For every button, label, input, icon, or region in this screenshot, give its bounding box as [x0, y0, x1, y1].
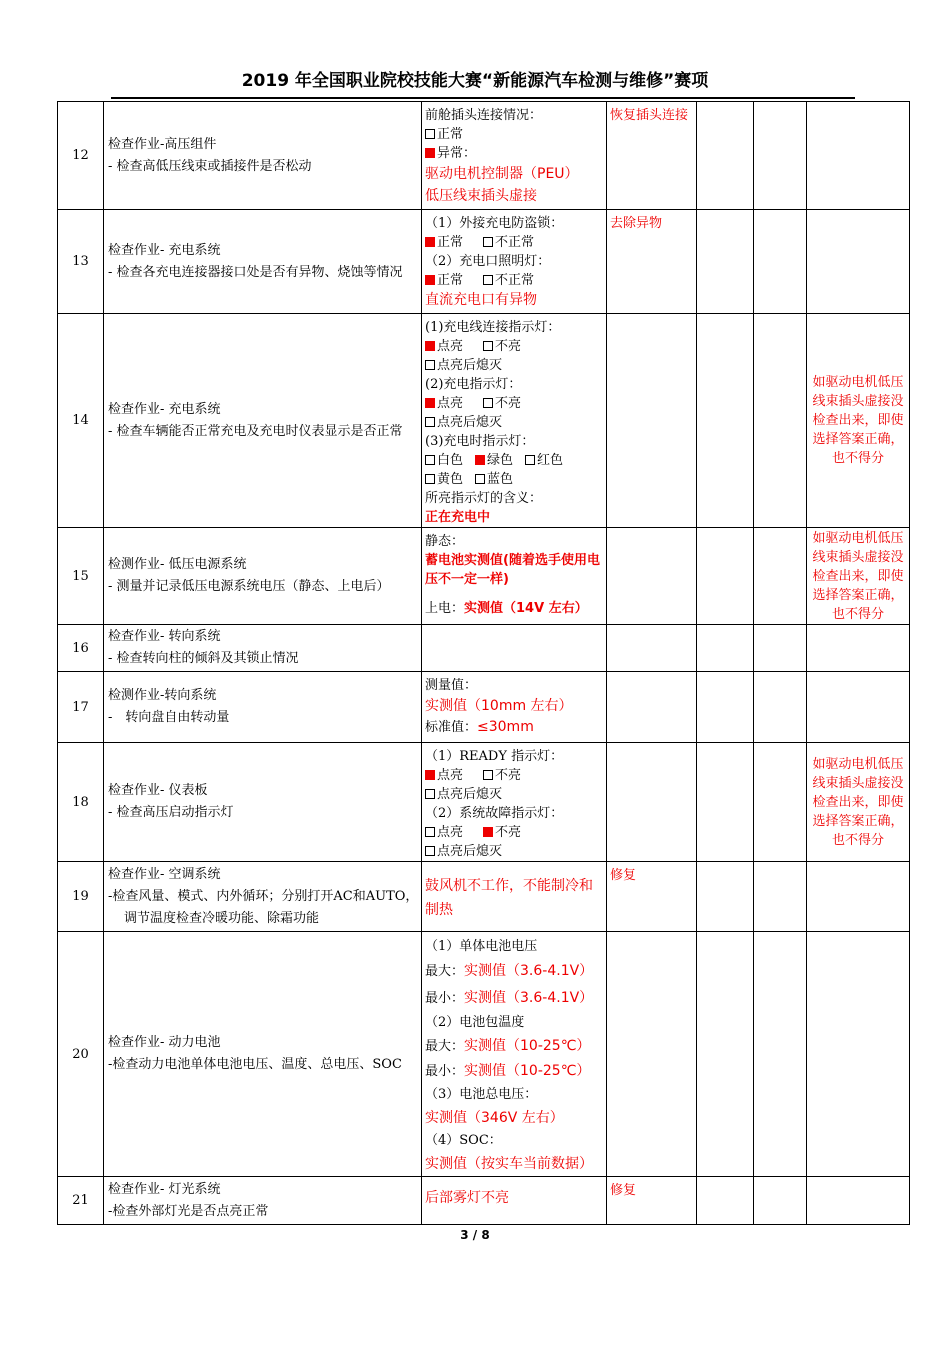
row-number: 12: [58, 102, 104, 210]
action-cell: 恢复插头连接: [607, 102, 697, 210]
item-cell: 检查作业- 动力电池 -检查动力电池单体电池电压、温度、总电压、SOC: [104, 932, 422, 1177]
empty-checkbox-icon: [483, 770, 493, 780]
item-cell: 检查作业- 充电系统 - 检查车辆能否正常充电及充电时仪表显示是否正常: [104, 314, 422, 528]
row-number: 16: [58, 625, 104, 672]
empty-checkbox-icon: [525, 455, 535, 465]
inspection-table: [57, 101, 910, 1225]
empty-checkbox-icon: [483, 275, 493, 285]
note-cell: 如驱动电机低压线束插头虚接没检查出来，即使选择答案正确，也不得分: [807, 743, 910, 862]
header-rule: [111, 97, 855, 99]
blank-cell: [754, 210, 807, 314]
item-cell: 检查作业-高压组件 - 检查高低压线束或插接件是否松动: [104, 102, 422, 210]
blank-cell: [697, 1177, 754, 1225]
note-cell: [807, 932, 910, 1177]
empty-checkbox-icon: [483, 398, 493, 408]
filled-red-square-icon: [425, 341, 435, 351]
table-row: [58, 528, 910, 625]
page-header-title: 2019 年全国职业院校技能大赛“新能源汽车检测与维修”赛项: [241, 71, 709, 91]
blank-cell: [697, 210, 754, 314]
filled-red-square-icon: [483, 827, 493, 837]
row-number: 20: [58, 932, 104, 1177]
page-number: 3 / 8: [460, 1228, 490, 1242]
table-row: [58, 743, 910, 862]
row-number: 19: [58, 862, 104, 932]
empty-checkbox-icon: [483, 341, 493, 351]
table-row: [58, 862, 910, 932]
item-cell: 检查作业- 仪表板 - 检查高压启动指示灯: [104, 743, 422, 862]
blank-cell: [754, 862, 807, 932]
blank-cell: [697, 743, 754, 862]
empty-checkbox-icon: [425, 129, 435, 139]
filled-red-square-icon: [425, 398, 435, 408]
item-cell: 检查作业- 灯光系统 -检查外部灯光是否点亮正常: [104, 1177, 422, 1225]
action-cell: [607, 625, 697, 672]
filled-red-square-icon: [475, 455, 485, 465]
note-cell: [807, 862, 910, 932]
item-cell: 检查作业- 转向系统 - 检查转向柱的倾斜及其锁止情况: [104, 625, 422, 672]
result-cell: （1）外接充电防盗锁： 正常 不正常 （2）充电口照明灯： 正常 不正常 直流充电口有异物: [422, 210, 607, 314]
blank-cell: [754, 314, 807, 528]
item-cell: 检查作业- 空调系统 -检查风量、模式、内外循环；分别打开AC和AUTO，调节温度检查冷暖功能、除霜功能: [104, 862, 422, 932]
row-number: 17: [58, 672, 104, 743]
action-cell: [607, 932, 697, 1177]
row-number: 21: [58, 1177, 104, 1225]
table-row: [58, 102, 910, 210]
note-cell: 如驱动电机低压线束插头虚接没检查出来，即使选择答案正确，也不得分: [807, 528, 910, 625]
filled-red-square-icon: [425, 275, 435, 285]
result-cell: 测量值： 实测值（10mm 左右） 标准值：≤30mm: [422, 672, 607, 743]
action-cell: [607, 743, 697, 862]
blank-cell: [697, 862, 754, 932]
empty-checkbox-icon: [483, 237, 493, 247]
row-number: 15: [58, 528, 104, 625]
action-cell: 修复: [607, 1177, 697, 1225]
blank-cell: [697, 314, 754, 528]
result-cell: 鼓风机不工作，不能制冷和制热: [422, 862, 607, 932]
table-row: [58, 672, 910, 743]
result-cell: （1）READY 指示灯： 点亮 不亮 点亮后熄灭 （2）系统故障指示灯： 点亮 不亮 点亮后熄灭: [422, 743, 607, 862]
empty-checkbox-icon: [425, 846, 435, 856]
blank-cell: [697, 932, 754, 1177]
empty-checkbox-icon: [475, 474, 485, 484]
item-cell: 检测作业- 低压电源系统 - 测量并记录低压电源系统电压（静态、上电后）: [104, 528, 422, 625]
empty-checkbox-icon: [425, 417, 435, 427]
row-number: 13: [58, 210, 104, 314]
blank-cell: [697, 102, 754, 210]
empty-checkbox-icon: [425, 474, 435, 484]
item-cell: 检测作业-转向系统 - 转向盘自由转动量: [104, 672, 422, 743]
blank-cell: [754, 102, 807, 210]
filled-red-square-icon: [425, 148, 435, 158]
result-cell: （1）单体电池电压 最大：实测值（3.6-4.1V） 最小：实测值（3.6-4.1V） （2）电池包温度 最大：实测值（10-25℃） 最小：实测值（10-25℃） （3）电池总电压： 实测值（346V 左右） （4）SOC： 实测值（按实车当前数据）: [422, 932, 607, 1177]
row-number: 18: [58, 743, 104, 862]
empty-checkbox-icon: [425, 789, 435, 799]
empty-checkbox-icon: [425, 455, 435, 465]
blank-cell: [754, 1177, 807, 1225]
blank-cell: [754, 528, 807, 625]
table-row: [58, 1177, 910, 1225]
empty-checkbox-icon: [425, 360, 435, 370]
table-row: [58, 625, 910, 672]
action-cell: 去除异物: [607, 210, 697, 314]
empty-checkbox-icon: [425, 827, 435, 837]
blank-cell: [754, 672, 807, 743]
result-cell: 前舱插头连接情况： 正常 异常： 驱动电机控制器（PEU） 低压线束插头虚接: [422, 102, 607, 210]
result-cell: 后部雾灯不亮: [422, 1177, 607, 1225]
row-number: 14: [58, 314, 104, 528]
action-cell: [607, 672, 697, 743]
action-cell: 修复: [607, 862, 697, 932]
filled-red-square-icon: [425, 770, 435, 780]
note-cell: [807, 1177, 910, 1225]
blank-cell: [754, 625, 807, 672]
result-cell: (1)充电线连接指示灯： 点亮 不亮 点亮后熄灭 (2)充电指示灯： 点亮 不亮 点亮后熄灭 (3)充电时指示灯： 白色 绿色 红色 黄色 蓝色 所亮指示灯的含义： 正在充电中: [422, 314, 607, 528]
table-row: [58, 210, 910, 314]
action-cell: [607, 528, 697, 625]
action-cell: [607, 314, 697, 528]
note-cell: [807, 102, 910, 210]
note-cell: [807, 210, 910, 314]
item-cell: 检查作业- 充电系统 - 检查各充电连接器接口处是否有异物、烧蚀等情况: [104, 210, 422, 314]
blank-cell: [754, 743, 807, 862]
filled-red-square-icon: [425, 237, 435, 247]
blank-cell: [697, 672, 754, 743]
note-cell: [807, 625, 910, 672]
blank-cell: [754, 932, 807, 1177]
table-row: [58, 314, 910, 528]
result-cell: [422, 625, 607, 672]
blank-cell: [697, 625, 754, 672]
result-cell: 静态： 蓄电池实测值(随着选手使用电压不一定一样) 上电：实测值（14V 左右）: [422, 528, 607, 625]
note-cell: 如驱动电机低压线束插头虚接没检查出来，即使选择答案正确，也不得分: [807, 314, 910, 528]
table-row: [58, 932, 910, 1177]
blank-cell: [697, 528, 754, 625]
note-cell: [807, 672, 910, 743]
